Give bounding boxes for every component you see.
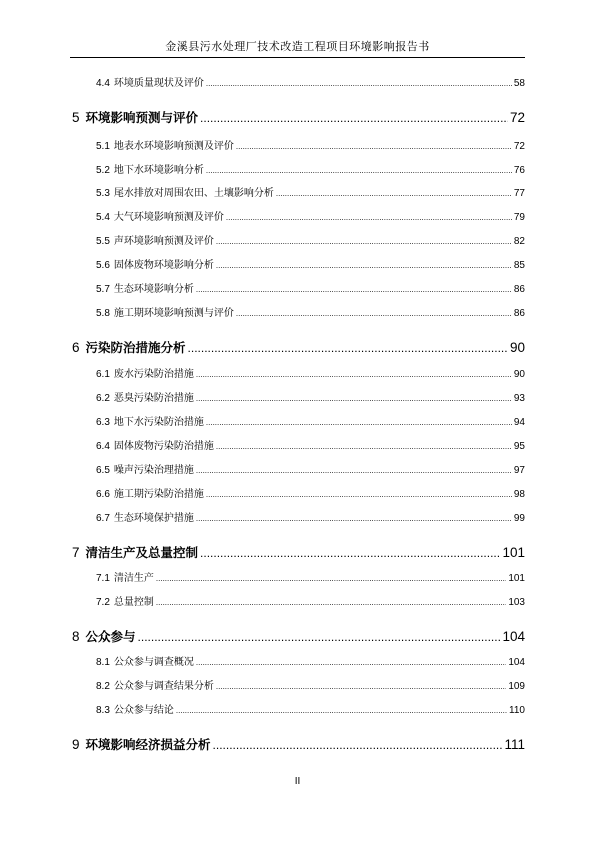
toc-entry-number: 6.4 — [96, 441, 110, 452]
toc-entry-number: 5.8 — [96, 308, 110, 319]
toc-entry-title: 固体废物环境影响分析 — [113, 260, 214, 271]
toc-section-entry[interactable] — [96, 597, 525, 609]
toc-entry-number: 5.6 — [96, 260, 110, 271]
toc-page-number: 76 — [513, 165, 525, 176]
toc-entry-number: 4.4 — [96, 78, 110, 89]
toc-entry-label — [96, 513, 194, 525]
toc-section-entry[interactable] — [96, 513, 525, 525]
toc-entry-label — [96, 165, 204, 177]
toc-dot-leader — [216, 681, 506, 693]
toc-section-entry[interactable] — [96, 657, 525, 669]
toc-entry-label — [96, 573, 154, 585]
toc-dot-leader — [188, 340, 508, 356]
toc-entry-label — [96, 597, 154, 609]
toc-entry-title: 地下水环境影响分析 — [113, 165, 204, 176]
toc-entry-number: 6.5 — [96, 465, 110, 476]
toc-dot-leader — [216, 441, 512, 453]
toc-entry-number: 6.6 — [96, 489, 110, 500]
toc-section-entry[interactable] — [96, 573, 525, 585]
toc-entry-number: 8.1 — [96, 657, 110, 668]
toc-page-number: 111 — [504, 737, 525, 752]
toc-dot-leader — [236, 308, 512, 320]
toc-entry-label — [96, 417, 204, 429]
toc-entry-title: 清洁生产 — [113, 573, 154, 584]
toc-dot-leader — [206, 489, 512, 501]
toc-entry-number: 6.3 — [96, 417, 110, 428]
toc-entry-title: 公众参与调查概况 — [113, 657, 194, 668]
toc-section-entry[interactable] — [96, 212, 525, 224]
toc-entry-number: 7.1 — [96, 573, 110, 584]
toc-entry-label — [96, 78, 204, 90]
toc-section-entry[interactable] — [96, 441, 525, 453]
toc-dot-leader — [176, 705, 507, 717]
toc-section-entry[interactable] — [96, 236, 525, 248]
toc-entry-title: 环境影响预测与评价 — [85, 110, 199, 125]
toc-entry-label — [96, 308, 234, 320]
toc-entry-label — [96, 681, 214, 693]
toc-entry-label — [96, 705, 174, 717]
toc-entry-title: 环境影响经济损益分析 — [85, 737, 211, 752]
toc-entry-label — [72, 545, 198, 561]
toc-entry-number: 5.3 — [96, 188, 110, 199]
toc-entry-number: 8.3 — [96, 705, 110, 716]
toc-dot-leader — [206, 417, 512, 429]
toc-entry-number: 8.2 — [96, 681, 110, 692]
toc-entry-number: 5 — [72, 110, 80, 125]
toc-page-number: 94 — [513, 417, 525, 428]
page-header: 金溪县污水处理厂技术改造工程项目环境影响报告书 — [165, 41, 430, 53]
page-number: II — [294, 776, 301, 787]
toc-entry-title: 施工期环境影响预测与评价 — [113, 308, 234, 319]
toc-dot-leader — [200, 110, 508, 126]
toc-section-entry[interactable] — [96, 188, 525, 200]
toc-section-entry[interactable] — [96, 284, 525, 296]
toc-entry-title: 总量控制 — [113, 597, 154, 608]
toc-page-number: 86 — [513, 284, 525, 295]
toc-section-entry[interactable] — [96, 141, 525, 153]
header-rule — [70, 57, 525, 58]
toc-entry-label — [72, 737, 211, 753]
toc-entry-title: 地表水环境影响预测及评价 — [113, 141, 234, 152]
toc-page-number: 90 — [513, 369, 525, 380]
toc-page-number: 97 — [513, 465, 525, 476]
toc-entry-label — [96, 284, 194, 296]
toc-page-number: 101 — [502, 545, 525, 560]
toc-dot-leader — [226, 212, 512, 224]
toc-dot-leader — [196, 465, 512, 477]
toc-entry-label — [96, 141, 234, 153]
toc-entry-label — [96, 393, 194, 405]
toc-dot-leader — [196, 657, 506, 669]
toc-entry-label — [72, 340, 186, 356]
toc-section-entry[interactable] — [96, 369, 525, 381]
toc-page-number: 72 — [509, 110, 525, 125]
toc-entry-number: 6 — [72, 340, 80, 355]
toc-entry-number: 7.2 — [96, 597, 110, 608]
toc-chapter-entry[interactable] — [72, 545, 525, 561]
toc-entry-number: 5.5 — [96, 236, 110, 247]
toc-page-number: 101 — [508, 573, 525, 584]
toc-entry-title: 地下水污染防治措施 — [113, 417, 204, 428]
toc-dot-leader — [196, 393, 512, 405]
toc-chapter-entry[interactable] — [72, 340, 525, 356]
toc-dot-leader — [236, 141, 512, 153]
toc-entry-label — [96, 236, 214, 248]
toc-section-entry[interactable] — [96, 417, 525, 429]
toc-page-number: 79 — [513, 212, 525, 223]
toc-page-number: 86 — [513, 308, 525, 319]
toc-page-number: 77 — [513, 188, 525, 199]
toc-entry-label — [96, 657, 194, 669]
toc-page-number: 98 — [513, 489, 525, 500]
toc-entry-label — [96, 489, 204, 501]
toc-section-entry[interactable] — [96, 465, 525, 477]
toc-entry-label — [72, 629, 136, 645]
toc-page-number: 58 — [513, 78, 525, 89]
toc-page-number: 104 — [502, 629, 525, 644]
toc-entry-title: 恶臭污染防治措施 — [113, 393, 194, 404]
toc-dot-leader — [213, 737, 503, 753]
toc-entry-number: 8 — [72, 629, 80, 644]
toc-page-number: 82 — [513, 236, 525, 247]
toc-entry-title: 生态环境影响分析 — [113, 284, 194, 295]
toc-entry-label — [96, 441, 214, 453]
toc-section-entry[interactable] — [96, 681, 525, 693]
toc-page-number: 72 — [513, 141, 525, 152]
toc-page-number: 95 — [513, 441, 525, 452]
toc-entry-number: 7 — [72, 545, 80, 560]
toc-dot-leader — [196, 284, 512, 296]
toc-entry-number: 6.7 — [96, 513, 110, 524]
toc-entry-title: 公众参与调查结果分析 — [113, 681, 214, 692]
toc-entry-title: 污染防治措施分析 — [85, 340, 186, 355]
toc-entry-title: 废水污染防治措施 — [113, 369, 194, 380]
toc-entry-title: 固体废物污染防治措施 — [113, 441, 214, 452]
toc-entry-title: 施工期污染防治措施 — [113, 489, 204, 500]
toc-section-entry[interactable] — [96, 308, 525, 320]
toc-entry-label — [96, 465, 194, 477]
toc-entry-number: 6.1 — [96, 369, 110, 380]
toc-dot-leader — [138, 629, 501, 645]
toc-entry-title: 声环境影响预测及评价 — [113, 236, 214, 247]
toc-entry-label — [72, 110, 198, 126]
toc-page-number: 104 — [508, 657, 525, 668]
toc-dot-leader — [216, 260, 512, 272]
toc-section-entry[interactable] — [96, 489, 525, 501]
toc-dot-leader — [196, 369, 512, 381]
toc-dot-leader — [156, 573, 506, 585]
toc-chapter-entry[interactable] — [72, 629, 525, 645]
toc-page-number: 99 — [513, 513, 525, 524]
toc-entry-number: 6.2 — [96, 393, 110, 404]
toc-entry-title: 公众参与 — [85, 629, 136, 644]
toc-dot-leader — [206, 165, 512, 177]
toc-entry-title: 尾水排放对周围农田、土壤影响分析 — [113, 188, 274, 199]
toc-entry-number: 5.1 — [96, 141, 110, 152]
toc-page-number: 110 — [509, 705, 525, 716]
toc-section-entry[interactable] — [96, 78, 525, 90]
toc-dot-leader — [276, 188, 512, 200]
toc-dot-leader — [200, 545, 500, 561]
toc-page-number: 103 — [508, 597, 525, 608]
toc-entry-title: 大气环境影响预测及评价 — [113, 212, 224, 223]
toc-page-number: 93 — [513, 393, 525, 404]
toc-chapter-entry[interactable] — [72, 110, 525, 126]
toc-entry-number: 5.4 — [96, 212, 110, 223]
toc-entry-label — [96, 260, 214, 272]
toc-entry-label — [96, 212, 224, 224]
toc-section-entry[interactable] — [96, 165, 525, 177]
toc-section-entry[interactable] — [96, 705, 525, 717]
toc-dot-leader — [206, 78, 512, 90]
toc-entry-title: 生态环境保护措施 — [113, 513, 194, 524]
toc-entry-label — [96, 369, 194, 381]
toc-dot-leader — [196, 513, 512, 525]
toc-section-entry[interactable] — [96, 393, 525, 405]
toc-dot-leader — [156, 597, 506, 609]
toc-page-number: 90 — [509, 340, 525, 355]
toc-entry-number: 5.7 — [96, 284, 110, 295]
toc-page-number: 85 — [513, 260, 525, 271]
toc-dot-leader — [216, 236, 512, 248]
toc-chapter-entry[interactable] — [72, 737, 525, 753]
toc-page-number: 109 — [508, 681, 525, 692]
toc-entry-title: 噪声污染治理措施 — [113, 465, 194, 476]
toc-entry-title: 公众参与结论 — [113, 705, 174, 716]
toc-entry-title: 清洁生产及总量控制 — [85, 545, 199, 560]
toc-section-entry[interactable] — [96, 260, 525, 272]
toc-entry-number: 5.2 — [96, 165, 110, 176]
toc-entry-title: 环境质量现状及评价 — [113, 78, 204, 89]
toc-entry-number: 9 — [72, 737, 80, 752]
toc-entry-label — [96, 188, 274, 200]
